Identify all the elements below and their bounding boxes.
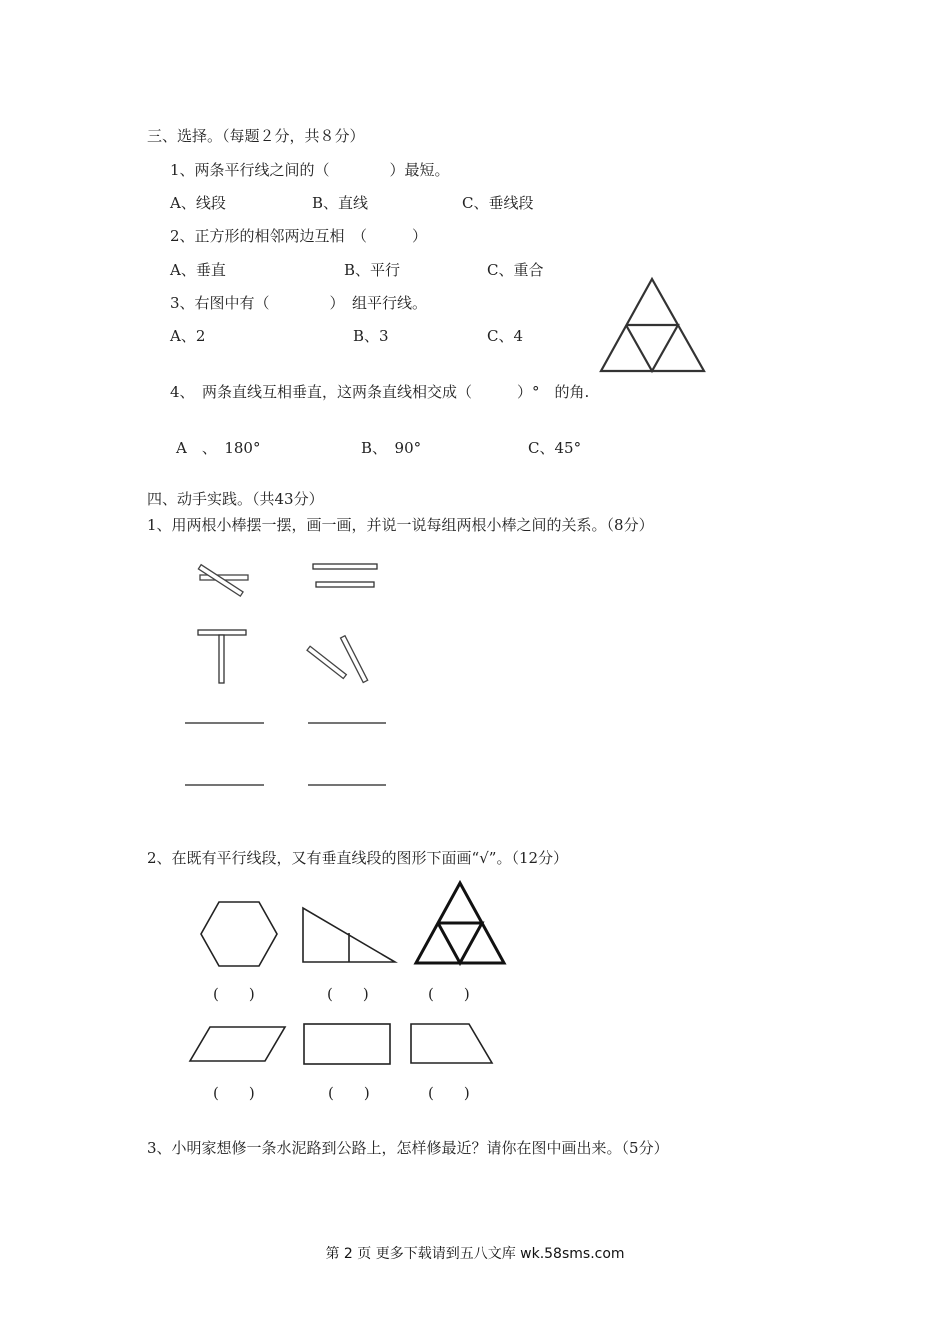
q4-option-a: A 、 180° — [176, 439, 261, 457]
s4-q1-text: 1、用两根小棒摆一摆，画一画，并说一说每组两根小棒之间的关系。（8分） — [147, 516, 654, 534]
q1-option-c: C、垂线段 — [462, 194, 534, 212]
answer-paren-rectangle: ( ) — [328, 1084, 370, 1102]
answer-paren-parallelogram: ( ) — [213, 1084, 255, 1102]
q2-option-b: B、平行 — [344, 261, 401, 279]
nested-triangle-shape — [413, 880, 507, 966]
right-triangle-shape — [301, 906, 397, 964]
parallel-sticks-figure — [310, 560, 380, 594]
q1-text: 1、两条平行线之间的（ ）最短。 — [170, 161, 450, 179]
s4-q2-text: 2、在既有平行线段，又有垂直线段的图形下面画“√”。（12分） — [147, 849, 569, 867]
answer-paren-hexagon: ( ) — [213, 985, 255, 1003]
section4-heading: 四、动手实践。（共43分） — [147, 490, 324, 508]
parallelogram-shape — [188, 1024, 288, 1064]
q2-text: 2、正方形的相邻两边互相 （ ） — [170, 227, 428, 245]
answer-lines — [184, 720, 394, 790]
section3-heading: 三、选择。（每题２分，共８分） — [147, 127, 365, 145]
trapezoid-shape — [409, 1022, 495, 1066]
hexagon-shape — [199, 900, 279, 968]
answer-paren-right-triangle: ( ) — [327, 985, 369, 1003]
perpendicular-sticks-figure — [196, 626, 252, 688]
q1-option-a: A、线段 — [170, 194, 226, 212]
q3-option-a: A、2 — [170, 327, 206, 345]
q3-triangle-figure — [596, 276, 708, 374]
q3-text: 3、右图中有（ ） 组平行线。 — [170, 294, 428, 312]
q2-option-c: C、重合 — [487, 261, 544, 279]
slanted-sticks-figure — [300, 624, 376, 686]
q2-option-a: A、垂直 — [170, 261, 226, 279]
page-footer: 第 2 页 更多下载请到五八文库 wk.58sms.com — [325, 1246, 625, 1262]
q4-option-c: C、45° — [528, 439, 582, 457]
answer-paren-trapezoid: ( ) — [428, 1084, 470, 1102]
q3-option-b: B、3 — [353, 327, 389, 345]
answer-paren-nested-triangle: ( ) — [428, 985, 470, 1003]
rectangle-shape — [302, 1022, 392, 1066]
s4-q3-text: 3、小明家想修一条水泥路到公路上，怎样修最近？请你在图中画出来。（5分） — [147, 1139, 669, 1157]
q3-option-c: C、4 — [487, 327, 524, 345]
q1-option-b: B、直线 — [312, 194, 369, 212]
crossing-sticks-figure — [190, 558, 260, 603]
q4-option-b: B、 90° — [361, 439, 422, 457]
q4-text: 4、 两条直线互相垂直，这两条直线相交成（ ）° 的角. — [170, 383, 590, 401]
